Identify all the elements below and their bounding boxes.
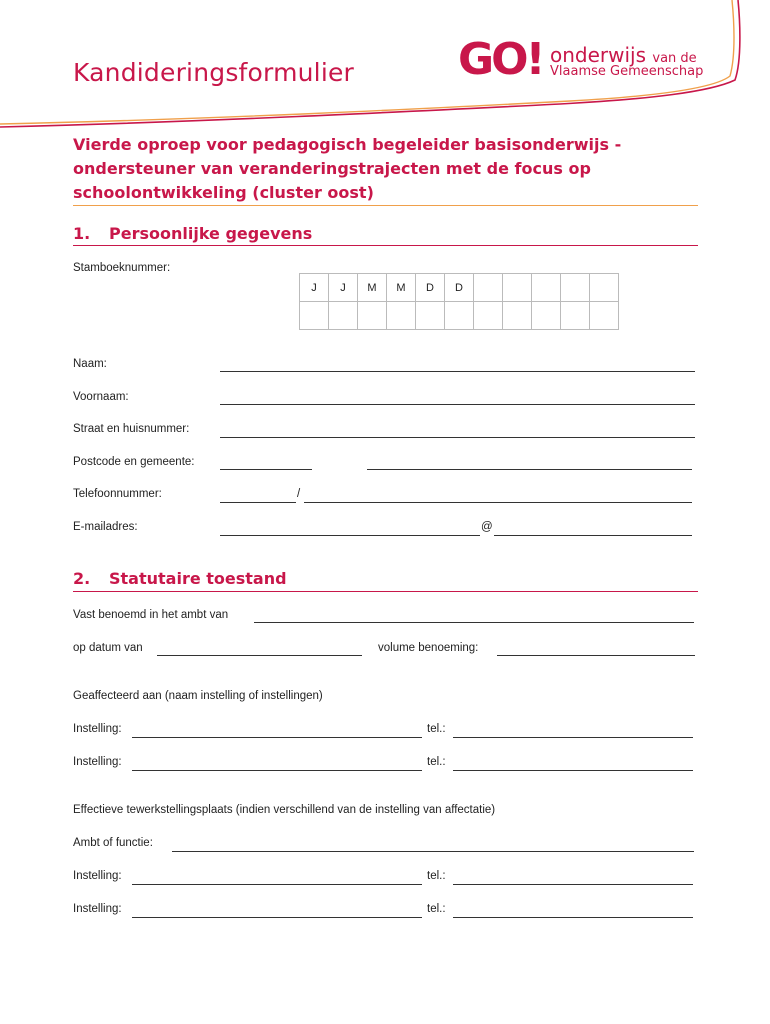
grid-cell[interactable] [503, 274, 532, 302]
voornaam-field[interactable] [220, 404, 695, 405]
logo-line2: Vlaamse Gemeenschap [550, 64, 704, 79]
postcode-field[interactable] [220, 469, 312, 470]
vast-benoemd-label: Vast benoemd in het ambt van [73, 609, 229, 621]
straat-field[interactable] [220, 437, 695, 438]
volume-label: volume benoeming: [378, 642, 479, 654]
page-title: Kandideringsformulier [73, 58, 355, 87]
email-domain-field[interactable] [494, 535, 692, 536]
tel-field-3[interactable] [453, 884, 693, 885]
grid-cell[interactable]: J [300, 274, 329, 302]
gemeente-field[interactable] [367, 469, 692, 470]
section-2-title: Statutaire toestand [109, 569, 287, 588]
grid-cell[interactable]: M [387, 274, 416, 302]
grid-cell[interactable]: M [358, 274, 387, 302]
vast-benoemd-field[interactable] [254, 622, 694, 623]
section-1-number: 1. [73, 224, 91, 243]
effectieve-label: Effectieve tewerkstellingsplaats (indien verschillend van de instelling van affectatie) [73, 804, 496, 816]
grid-cell[interactable] [532, 302, 561, 330]
section-2-divider [73, 591, 698, 592]
section-1-title: Persoonlijke gegevens [109, 224, 313, 243]
tel-label-2: tel.: [427, 756, 446, 768]
volume-field[interactable] [497, 655, 695, 656]
geaffecteerd-label: Geaffecteerd aan (naam instelling of instellingen) [73, 690, 323, 702]
telefoon-separator: / [297, 488, 301, 500]
grid-cell[interactable] [474, 274, 503, 302]
telefoon-zone-field[interactable] [220, 502, 296, 503]
stamboek-grid [299, 273, 619, 330]
grid-cell[interactable] [387, 302, 416, 330]
straat-label: Straat en huisnummer: [73, 423, 190, 435]
section-2-number: 2. [73, 569, 91, 588]
grid-cell[interactable] [416, 302, 445, 330]
section-1-heading [73, 224, 312, 243]
postcode-label: Postcode en gemeente: [73, 456, 195, 468]
grid-cell[interactable] [590, 302, 619, 330]
instelling-field-4[interactable] [132, 917, 422, 918]
go-logo [458, 32, 708, 92]
naam-label: Naam: [73, 358, 107, 370]
grid-cell[interactable] [300, 302, 329, 330]
ambt-field[interactable] [172, 851, 694, 852]
tel-field-2[interactable] [453, 770, 693, 771]
telefoon-label: Telefoonnummer: [73, 488, 162, 500]
instelling-label-3: Instelling: [73, 870, 122, 882]
subtitle-divider [73, 205, 698, 206]
section-1-divider [73, 245, 698, 246]
instelling-field-1[interactable] [132, 737, 422, 738]
grid-cell[interactable]: J [329, 274, 358, 302]
voornaam-label: Voornaam: [73, 391, 129, 403]
instelling-label-1: Instelling: [73, 723, 122, 735]
form-subtitle: Vierde oproep voor pedagogisch begeleider basisonderwijs - ondersteuner van veranderingstrajecten met de focus op schoolontwikkeling (cluster oost) [73, 135, 622, 202]
grid-cell[interactable]: D [445, 274, 474, 302]
ambt-label: Ambt of functie: [73, 837, 153, 849]
grid-cell[interactable] [358, 302, 387, 330]
grid-cell[interactable] [329, 302, 358, 330]
grid-cell[interactable] [474, 302, 503, 330]
email-at-separator: @ [481, 521, 493, 533]
instelling-label-2: Instelling: [73, 756, 122, 768]
tel-label-1: tel.: [427, 723, 446, 735]
tel-field-1[interactable] [453, 737, 693, 738]
grid-cell[interactable] [532, 274, 561, 302]
op-datum-label: op datum van [73, 642, 143, 654]
email-user-field[interactable] [220, 535, 480, 536]
logo-go-mark: GO! [458, 34, 543, 85]
grid-cell[interactable] [503, 302, 532, 330]
grid-cell[interactable]: D [416, 274, 445, 302]
tel-field-4[interactable] [453, 917, 693, 918]
instelling-field-3[interactable] [132, 884, 422, 885]
grid-cell[interactable] [445, 302, 474, 330]
instelling-field-2[interactable] [132, 770, 422, 771]
telefoon-number-field[interactable] [304, 502, 692, 503]
tel-label-3: tel.: [427, 870, 446, 882]
logo-onderwijs: onderwijs [550, 43, 647, 67]
naam-field[interactable] [220, 371, 695, 372]
grid-cell[interactable] [590, 274, 619, 302]
tel-label-4: tel.: [427, 903, 446, 915]
email-label: E-mailadres: [73, 521, 138, 533]
grid-cell[interactable] [561, 274, 590, 302]
logo-van-de: van de [652, 51, 697, 66]
instelling-label-4: Instelling: [73, 903, 122, 915]
op-datum-field[interactable] [157, 655, 362, 656]
grid-cell[interactable] [561, 302, 590, 330]
stamboek-label: Stamboeknummer: [73, 262, 171, 274]
section-2-heading [73, 569, 287, 588]
